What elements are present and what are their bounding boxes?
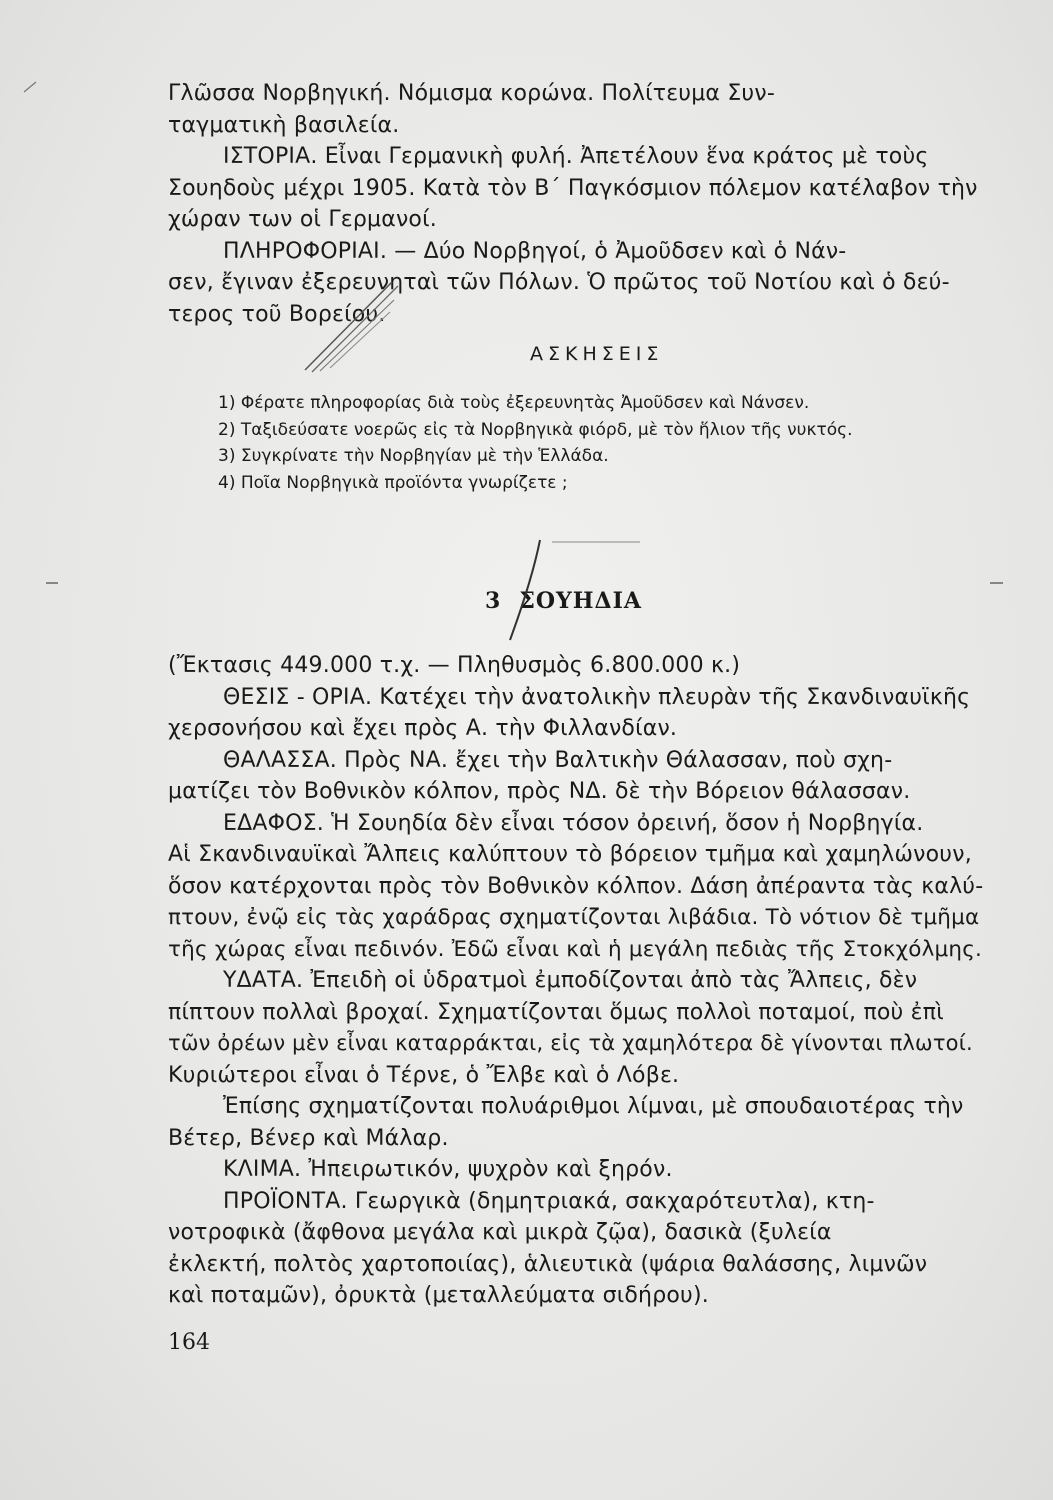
text-line: χερσονήσου καὶ ἔχει πρὸς Α. τὴν Φιλλανδίαν. xyxy=(168,716,678,741)
text-line: ΙΣΤΟΡΙΑ. Εἶναι Γερμανικὴ φυλή. Ἀπετέλουν ἕνα κράτος μὲ τοὺς xyxy=(223,144,929,169)
exercise-item: 1) Φέρατε πληροφορίας διὰ τοὺς ἐξερευνητὰς Ἀμοῦδσεν καὶ Νάνσεν. xyxy=(218,393,810,413)
text-line: ματίζει τὸν Βοθνικὸν κόλπον, πρὸς ΝΔ. δὲ τὴν Βόρειον θάλασσαν. xyxy=(168,779,911,804)
page-number: 164 xyxy=(168,1330,210,1355)
text-line: Ἐπίσης σχηματίζονται πολυάριθμοι λίμναι, μὲ σπουδαιοτέρας τὴν xyxy=(223,1094,964,1119)
text-line: ΠΡΟΪΟΝΤΑ. Γεωργικὰ (δημητριακά, σακχαρότευτλα), κτη- xyxy=(223,1188,875,1214)
text-line: πίπτουν πολλαὶ βροχαί. Σχηματίζονται ὅμως πολλοὶ ποταμοί, ποὺ ἐπὶ xyxy=(168,999,944,1025)
text-line: Αἱ Σκανδιναυϊκαὶ Ἄλπεις καλύπτουν τὸ βόρειον τμῆμα καὶ χαμηλώνουν, xyxy=(168,842,972,867)
text-line: ταγματικὴ βασιλεία. xyxy=(168,112,400,138)
section-number: 3 xyxy=(485,588,502,614)
text-line: Κυριώτεροι εἶναι ὁ Τέρνε, ὁ Ἔλβε καὶ ὁ Λόβε. xyxy=(168,1062,680,1088)
text-line: Γλῶσσα Νορβηγική. Νόμισμα κορώνα. Πολίτευμα Συν- xyxy=(168,81,775,106)
text-line: Βέτερ, Βένερ καὶ Μάλαρ. xyxy=(168,1125,449,1151)
text-line: ΠΛΗΡΟΦΟΡΙΑΙ. — Δύο Νορβηγοί, ὁ Ἀμοῦδσεν καὶ ὁ Νάν- xyxy=(223,238,847,264)
pen-stroke xyxy=(24,82,36,92)
text-line: ΚΛΙΜΑ. Ἠπειρωτικόν, ψυχρὸν καὶ ξηρόν. xyxy=(223,1157,673,1182)
text-line: νοτροφικὰ (ἄφθονα μεγάλα καὶ μικρὰ ζῷα), δασικὰ (ξυλεία xyxy=(168,1220,832,1245)
text-line: τῶν ὀρέων μὲν εἶναι καταρράκται, εἰς τὰ χαμηλότερα δὲ γίνονται πλωτοί. xyxy=(168,1031,973,1055)
text-line: ἐκλεκτή, πολτὸς χαρτοποιίας), ἁλιευτικὰ (ψάρια θαλάσσης, λιμνῶν xyxy=(168,1251,928,1277)
text-line: καὶ ποταμῶν), ὀρυκτὰ (μεταλλεύματα σιδήρου). xyxy=(168,1283,709,1308)
stats-line: (Ἔκτασις 449.000 τ.χ. — Πληθυσμὸς 6.800.000 κ.) xyxy=(168,653,741,678)
text-line: Σουηδοὺς μέχρι 1905. Κατὰ τὸν Β΄ Παγκόσμιον πόλεμον κατέλαβον τὴν xyxy=(168,175,978,201)
section-title-text: ΣΟΥΗΔΙΑ xyxy=(519,588,642,614)
text-line: σεν, ἔγιναν ἐξερευνηταὶ τῶν Πόλων. Ὁ πρῶτος τοῦ Νοτίου καὶ ὁ δεύ- xyxy=(168,270,950,295)
pen-stroke xyxy=(320,300,394,371)
pen-stroke xyxy=(312,286,398,372)
exercises-heading: ΑΣΚΗΣΕΙΣ xyxy=(530,343,664,365)
pen-stroke xyxy=(330,312,390,368)
exercise-item: 2) Ταξιδεύσατε νοερῶς εἰς τὰ Νορβηγικὰ φιόρδ, μὲ τὸν ἥλιον τῆς νυκτός. xyxy=(218,419,853,440)
pen-stroke xyxy=(305,282,392,370)
text-line: ΥΔΑΤΑ. Ἐπειδὴ οἱ ὑδρατμοὶ ἐμποδίζονται ἀπὸ τὰς Ἄλπεις, δὲν xyxy=(223,968,918,993)
text-line: τῆς χώρας εἶναι πεδινόν. Ἐδῶ εἶναι καὶ ἡ μεγάλη πεδιὰς τῆς Στοκχόλμης. xyxy=(168,936,983,962)
text-line: ὅσον κατέρχονται πρὸς τὸν Βοθνικὸν κόλπον. Δάση ἀπέραντα τὰς καλύ- xyxy=(168,873,984,899)
text-line: ΘΕΣΙΣ - ΟΡΙΑ. Κατέχει τὴν ἀνατολικὴν πλευρὰν τῆς Σκανδιναυϊκῆς xyxy=(223,684,971,710)
text-line: τερος τοῦ Βορείου. xyxy=(168,301,386,327)
text-line: χώραν των οἱ Γερμανοί. xyxy=(168,207,437,232)
text-line: πτουν, ἐνῷ εἰς τὰς χαράδρας σχηματίζονται λιβάδια. Τὸ νότιον δὲ τμῆμα xyxy=(168,905,980,930)
text-line: ΘΑΛΑΣΣΑ. Πρὸς ΝΑ. ἔχει τὴν Βαλτικὴν Θάλασσαν, ποὺ σχη- xyxy=(223,747,893,773)
exercise-item: 3) Συγκρίνατε τὴν Νορβηγίαν μὲ τὴν Ἑλλάδα. xyxy=(218,446,609,466)
pen-stroke xyxy=(510,540,540,640)
text-line: ΕΔΑΦΟΣ. Ἡ Σουηδία δὲν εἶναι τόσον ὀρεινή, ὅσον ἡ Νορβηγία. xyxy=(223,810,924,836)
exercise-item: 4) Ποῖα Νορβηγικὰ προϊόντα γνωρίζετε ; xyxy=(218,472,568,493)
